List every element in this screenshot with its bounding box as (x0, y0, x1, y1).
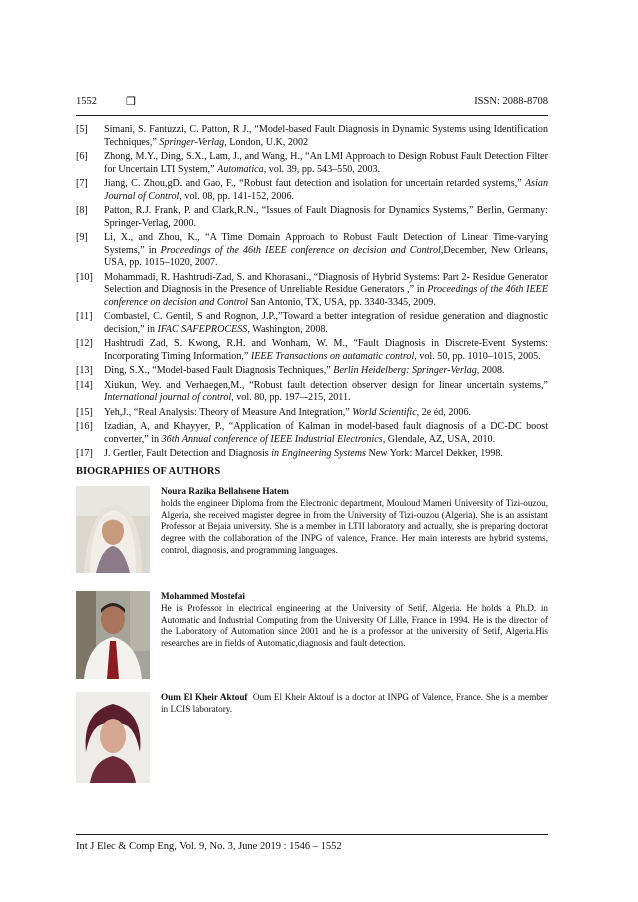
author-bio-text-2 (161, 591, 548, 650)
reference-text: , vol. 08, pp. 141-152, 2006. (179, 190, 295, 202)
page-footer: Int J Elec & Comp Eng, Vol. 9, No. 3, June 2019 : 1546 – 1552 (76, 841, 342, 852)
biographies-heading: BIOGRAPHIES OF AUTHORS (76, 466, 221, 477)
reference-text: , Glendale, AZ, USA, 2010. (382, 433, 496, 445)
reference-number: [5] (76, 124, 88, 135)
reference-item (76, 365, 548, 378)
reference-text: San Antonio, TX, USA, pp. 3340-3345, 2009. (247, 297, 436, 309)
reference-text: Zhong, M.Y., Ding, S.X., Lam, J., and Wang, H., “An LMI Approach to Design Robust Fault Detection Filter for Uncertain LTI System,” (104, 151, 548, 175)
author-photo-2 (76, 591, 150, 679)
author-description-3: Oum El Kheir Aktouf is a doctor at INPG of Valence, France. She is a member in LCIS laboratory. (161, 692, 548, 714)
reference-number: [8] (76, 205, 88, 216)
reference-item (76, 311, 548, 336)
reference-text: Hashtrudi Zad, S. Kwong, R.H. and Wonham, W. M., “Fault Diagnosis in Discrete-Event Systems: Incorporating Timing Information,” (104, 338, 548, 363)
reference-item (76, 338, 548, 363)
reference-venue: Proceedings of the 46th IEEE conference on decision and Control (160, 244, 441, 256)
page-header (76, 96, 548, 112)
author-description-2: He is Professor in electrical engineering at the University of Setif, Algeria. He holds a Ph.D. in Automatic and Industrial Computing from the University Of Lille, France in 1994. He is the director of the Laboratory of Automation since 2001 and he is a professor at the university of Setif, Algeria.His researches are in fields of Automatic,diagnosis and fault detection. (161, 602, 548, 649)
reference-venue: World Scientific (352, 406, 417, 418)
author-name-2: Mohammed Mostefai (161, 591, 245, 601)
reference-number: [14] (76, 379, 93, 391)
reference-item (76, 205, 548, 230)
author-bio-text-1 (161, 486, 548, 557)
reference-venue: Springer-Verlag (159, 136, 225, 148)
author-bio-3 (76, 692, 548, 784)
reference-text: Li, X., and Zhou, K., “A Time Domain Approach to Robust Fault Detection of Linear Time-varying Systems,” in (104, 232, 548, 256)
reference-item (76, 272, 548, 310)
reference-text: , vol. 39, pp. 543–550, 2003. (263, 163, 381, 175)
reference-number: [10] (76, 271, 93, 283)
reference-text: , 2008. (476, 365, 505, 377)
box-symbol: ❒ (126, 96, 136, 108)
reference-text: ,December, New Orleans, USA, pp. 1015–1020, 2007. (104, 244, 548, 269)
reference-text: Jiang, C. Zhou,gD. and Gao, F., “Robust faut detection and isolation for uncertain retarded systems,” (104, 178, 525, 189)
reference-list (76, 124, 548, 462)
reference-venue: Proceedings of the 46th IEEE conference on decision and Control (104, 284, 548, 309)
header-rule (76, 115, 548, 116)
reference-text: , 2e éd, 2006. (416, 406, 472, 418)
author-photo-1 (76, 486, 150, 573)
author-name-3: Oum El Kheir Aktouf (161, 692, 248, 702)
reference-item (76, 232, 548, 270)
reference-text: J. Gertler, Fault Detection and Diagnosis (104, 448, 272, 459)
reference-text: Yeh,J., “Real Analysis: Theory of Measure And Integration,” (104, 406, 353, 418)
reference-text: Ding, S.X., “Model-based Fault Diagnosis Techniques,” (104, 365, 334, 377)
reference-text: Mohammadi, R. Hashtrudi-Zad, S. and Khorasani., “Diagnosis of Hybrid Systems: Part 2- Residue Generator Selection and Diagnosis in the Presence of Unreliable Residue Generators ,” in (104, 271, 548, 296)
reference-number: [15] (76, 406, 93, 418)
reference-text: Patton, R.J. Frank, P. and Clark,R.N., “Issues of Fault Diagnosis for Dynamics Systems,” Berlin, Germany: Springer-Verlag, 2000. (104, 205, 548, 229)
reference-item (76, 380, 548, 405)
reference-number: [11] (76, 311, 93, 323)
author-name-1: Noura Razika Bellahsene Hatem (161, 486, 289, 496)
reference-text: Xiukun, Wey. and Verhaegen,M., “Robust fault detection observer design for linear uncertain systems,” (104, 379, 548, 391)
reference-venue: Berlin Heidelberg: Springer-Verlag (333, 365, 477, 377)
reference-item (76, 124, 548, 149)
reference-venue: Asian Journal of Control (104, 178, 548, 202)
reference-item (76, 178, 548, 203)
reference-text: Combastel, C. Gentil, S and Rognon, J.P.,”Toward a better integration of residue generation and diagnostic decision,” in (104, 311, 548, 336)
reference-text: New York: Marcel Dekker, 1998. (366, 448, 503, 459)
reference-venue: International journal of control (104, 392, 232, 404)
reference-text: , vol. 50, pp. 1010–1015, 2005. (414, 351, 541, 363)
reference-venue: Automatica (217, 163, 264, 175)
reference-venue: IEEE Transactions on autamatic control (250, 351, 415, 363)
author-bio-1 (76, 486, 548, 576)
reference-number: [6] (76, 151, 88, 162)
reference-item (76, 421, 548, 446)
reference-item (76, 448, 548, 461)
page-number: 1552 (76, 96, 97, 107)
reference-number: [9] (76, 232, 88, 243)
reference-text: Izadian, A, and Khayyer, P., “Application of Kalman in model-based fault diagnosis of a DC-DC boost converter,” in (104, 421, 548, 445)
reference-text: Simani, S. Fantuzzi, C. Patton, R J., “Model-based Fault Diagnosis in Dynamic Systems using Identification Techniques,” (104, 124, 548, 148)
reference-venue: in Engineering Systems (271, 448, 366, 459)
reference-text: , vol. 80, pp. 197–-215, 2011. (231, 392, 351, 404)
author-bio-2 (76, 591, 548, 681)
reference-number: [17] (76, 448, 93, 459)
reference-text: , London, U.K, 2002 (224, 136, 309, 148)
author-description-1: holds the engineer Diploma from the Electronic department, Mouloud Mameri University of Tizi-ouzou, Algeria, she received magister degree in from the University of Tizi-ouzou (Algeria). She is an assistant Professor at Bejaia university. She is a member in LTII laboratory and actually, she is preparing doctorat degree with the collaboration of the INPG of valence, France. Her main interests are hybrid systems, control, diagnosis, and programming languages. (161, 497, 548, 555)
reference-number: [7] (76, 178, 88, 189)
reference-text: , Washington, 2008. (247, 324, 328, 336)
author-bio-text-3 (161, 692, 548, 716)
reference-number: [16] (76, 421, 93, 432)
author-photo-3 (76, 692, 150, 783)
reference-item (76, 407, 548, 420)
footer-rule (76, 834, 548, 835)
reference-item (76, 151, 548, 176)
reference-venue: IFAC SAFEPROCESS (157, 324, 248, 336)
reference-number: [12] (76, 338, 93, 350)
reference-number: [13] (76, 365, 93, 377)
reference-venue: 36th Annual conference of IEEE Industrial Electronics (161, 433, 383, 445)
issn: ISSN: 2088-8708 (474, 96, 548, 107)
